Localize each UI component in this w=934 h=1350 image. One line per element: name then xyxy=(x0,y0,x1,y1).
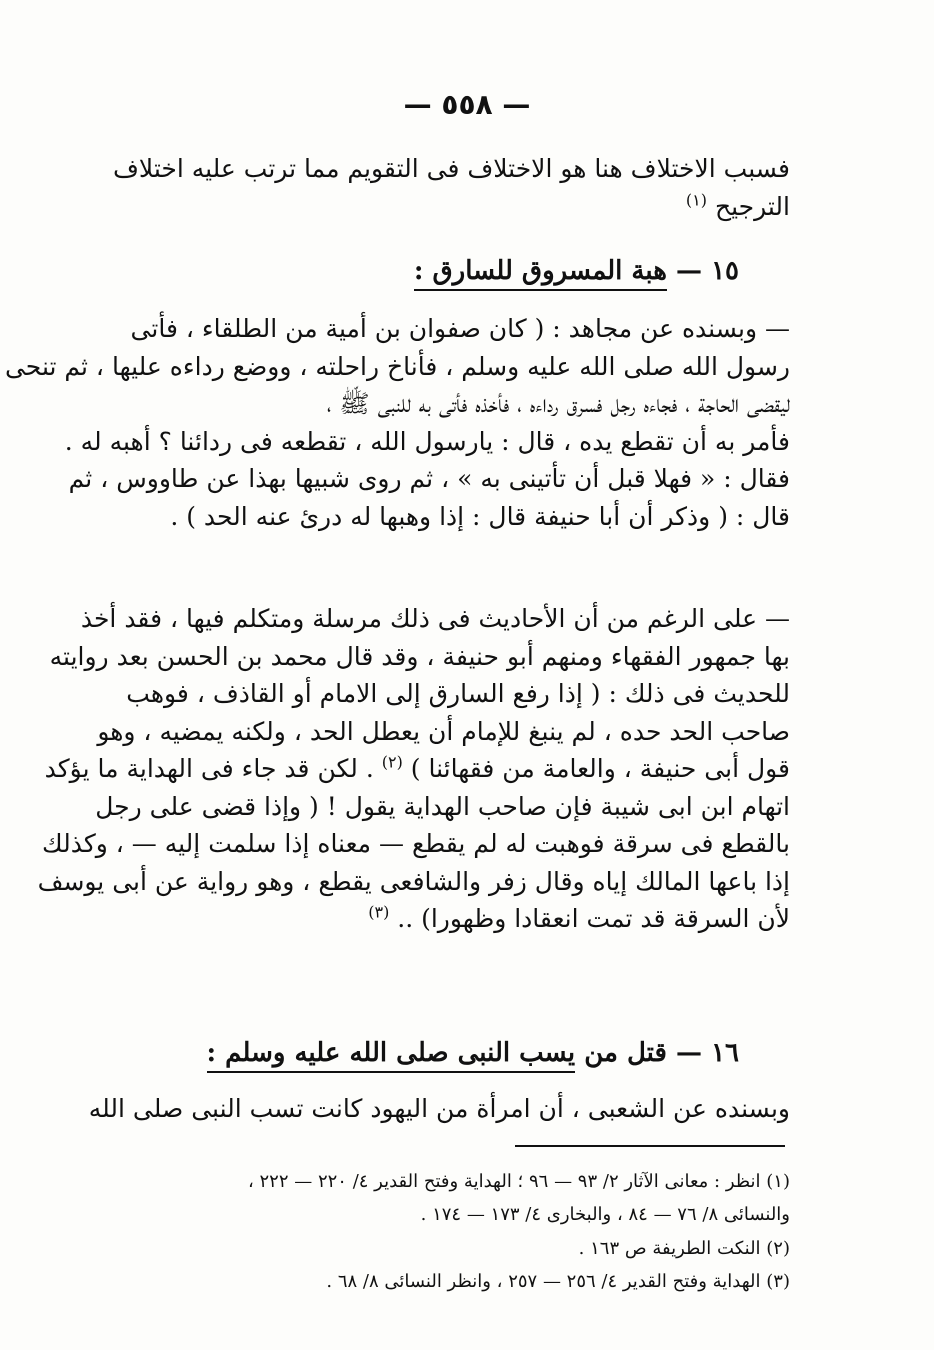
s15-p1-line-2: رسول الله صلى الله عليه وسلم ، فأناخ راحلته ، ووضع رداءه عليها ، ثم تنحى xyxy=(4,351,790,381)
section-15-paragraph-1 xyxy=(4,310,790,535)
footnote-ref-2: (٢) xyxy=(381,752,403,772)
footnote-separator xyxy=(515,1145,785,1147)
s15-p1-line-6: قال : ( وذكر أن أبا حنيفة قال : إذا وهبها له درئ عنه الحد ) . xyxy=(170,501,790,531)
page-number: — ٥٥٨ — xyxy=(403,88,531,121)
footnote-1-line-1: (١) انظر : معانى الآثار ٢/ ٩٣ — ٩٦ ؛ الهداية وفتح القدير ٤/ ٢٢٠ — ٢٢٢ ، xyxy=(247,1171,790,1192)
s15-p2-line-5-tail: . لكن قد جاء فى الهداية ما يؤكد xyxy=(44,754,374,783)
intro-line-1: فسبب الاختلاف هنا هو الاختلاف فى التقويم مما ترتب عليه اختلاف xyxy=(112,154,790,183)
s15-p1-line-4: فأمر به أن تقطع يده ، قال : يارسول الله ، تقطعه فى ردائنا ؟ أهبه له . xyxy=(64,426,790,456)
section-16-paragraph-1 xyxy=(88,1090,790,1128)
s15-p2-line-8: إذا باعها المالك إياه وقال زفر والشافعى يقطع ، وهو رواية عن أبى يوسف xyxy=(37,866,790,896)
intro-line-2 xyxy=(130,188,790,226)
s15-p2-line-3: للحديث فى ذلك : ( إذا رفع السارق إلى الامام أو القاذف ، فوهب xyxy=(126,679,790,708)
s15-p2-line-2: بها جمهور الفقهاء ومنهم أبو حنيفة ، وقد قال محمد بن الحسن بعد روايته xyxy=(49,641,790,671)
section-16-title-plain: قتل من xyxy=(584,1038,667,1068)
s15-p2-line-5 xyxy=(44,750,790,788)
section-15-number: ١٥ — xyxy=(676,256,739,286)
section-15-title: هبة المسروق للسارق : xyxy=(414,256,667,291)
s15-p1-line-3: ليقضى الحاجة ، فجاءه رجل فسرق رداءه ، فأخذه فأتى به للنبى ﷺ ، xyxy=(326,389,790,418)
section-heading-16 xyxy=(207,1038,739,1068)
section-15-paragraph-2 xyxy=(37,600,790,938)
s15-p2-line-1: — على الرغم من أن الأحاديث فى ذلك مرسلة ومتكلم فيها ، فقد أخذ xyxy=(80,604,790,633)
section-16-title: يسب النبى صلى الله عليه وسلم : xyxy=(207,1038,576,1073)
footnote-2: (٢) النكت الطريفة ص ١٦٣ . xyxy=(578,1237,790,1259)
intro-paragraph xyxy=(112,150,790,225)
s15-p2-line-5-text: قول أبى حنيفة ، والعامة من فقهائنا ) xyxy=(410,754,790,783)
footnotes xyxy=(130,1165,790,1298)
footnote-ref-3: (٣) xyxy=(368,902,390,922)
intro-line-2-text: الترجيح xyxy=(714,191,790,221)
s15-p2-line-9 xyxy=(130,900,790,938)
footnote-ref-1: (١) xyxy=(685,190,707,210)
s16-p1-line-1: وبسنده عن الشعبى ، أن امرأة من اليهود كانت تسب النبى صلى الله xyxy=(88,1094,790,1123)
s15-p2-line-4: صاحب الحد حده ، لم ينبغ للإمام أن يعطل الحد ، ولكنه يمضيه ، وهو xyxy=(97,716,790,746)
s15-p2-line-9-text: لأن السرقة قد تمت انعقادا وظهورا) .. xyxy=(397,904,790,933)
footnote-3: (٣) الهداية وفتح القدير ٤/ ٢٥٦ — ٢٥٧ ، وانظر النسائى ٨/ ٦٨ . xyxy=(326,1270,790,1292)
s15-p2-line-6: اتهام ابن ابى شيبة فإن صاحب الهداية يقول ! ( وإذا قضى على رجل xyxy=(95,791,790,821)
s15-p1-line-1: — وبسنده عن مجاهد : ( كان صفوان بن أمية من الطلقاء ، فأتى xyxy=(130,314,790,343)
section-16-number: ١٦ — xyxy=(676,1038,739,1068)
footnote-1-line-2: والنسائى ٨/ ٧٦ — ٨٤ ، والبخارى ٤/ ١٧٣ — ١٧٤ . xyxy=(420,1204,790,1226)
s15-p2-line-7: بالقطع فى سرقة فوهبت له لم يقطع — معناه إذا سلمت إليه — ، وكذلك xyxy=(42,829,790,858)
s15-p1-line-5: فقال : « فهلا قبل أن تأتينى به » ، ثم روى شبيها بهذا عن طاووس ، ثم xyxy=(68,464,790,493)
section-heading-15 xyxy=(414,256,739,286)
